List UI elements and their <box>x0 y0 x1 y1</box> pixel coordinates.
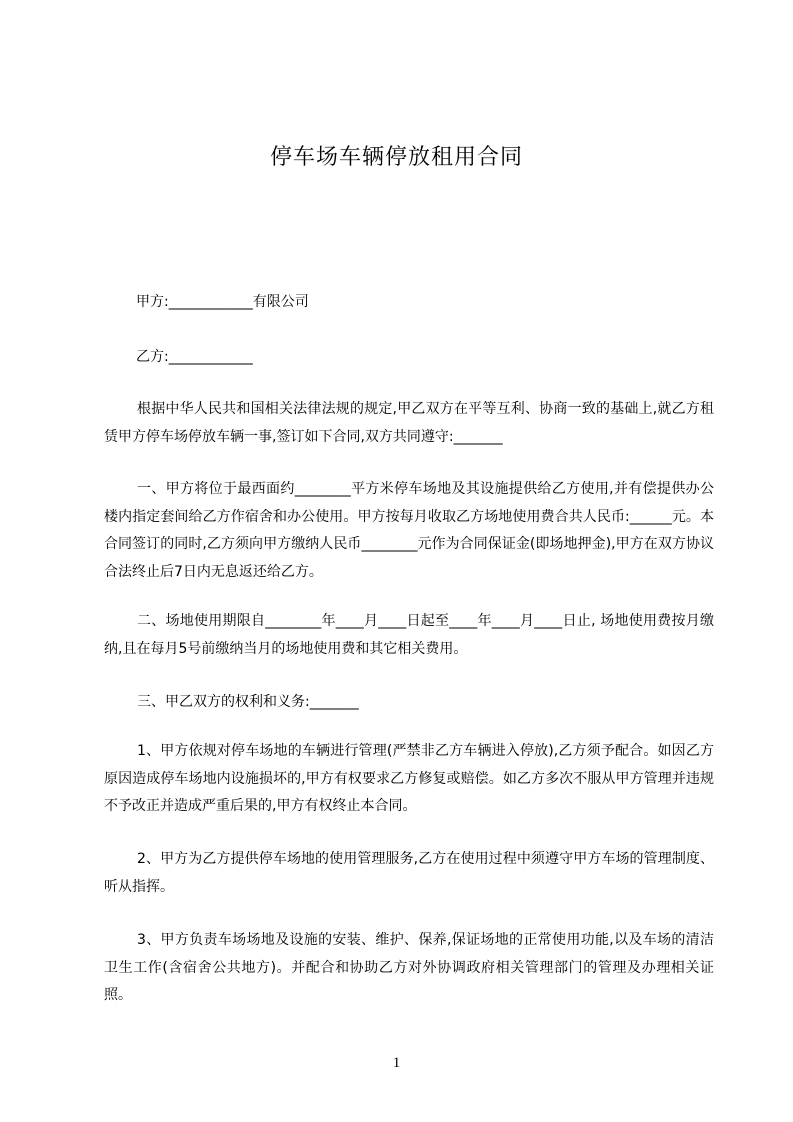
page-number: 1 <box>392 1055 401 1071</box>
clause-3-item-1: 1、甲方依规对停车场地的车辆进行管理(严禁非乙方车辆进入停放),乙方须予配合。如因乙方原因造成停车场地内设施损坏的,甲方有权要求乙方修复或赔偿。如乙方多次不服从甲方管理并违规不予改正并造成严重后果的,甲方有权终止本合同。 <box>104 743 714 814</box>
clause-1-paragraph: 一、甲方将位于最西面约________平方米停车场地及其设施提供给乙方使用,并有偿提供办公楼内指定套间给乙方作宿舍和办公使用。甲方按每月收取乙方场地使用费合共人民币:______元。本合同签订的同时,乙方须向甲方缴纳人民币________元作为合同保证金(即场地押金),甲方在双方协议合法终止后7日内无息返还给乙方。 <box>104 481 714 580</box>
clause-3-item-3: 3、甲方负责车场场地及设施的安装、维护、保养,保证场地的正常使用功能,以及车场的清洁卫生工作(含宿舍公共地方)。并配合和协助乙方对外协调政府相关管理部门的管理及办理相关证照。 <box>104 932 714 1003</box>
preamble-paragraph: 根据中华人民共和国相关法律法规的规定,甲乙双方在平等互利、协商一致的基础上,就乙方租赁甲方停车场停放车辆一事,签订如下合同,双方共同遵守:_______ <box>104 401 714 445</box>
party-a-line: 甲方:____________有限公司 <box>136 294 309 310</box>
party-b-line: 乙方:____________ <box>136 349 253 365</box>
clause-2-paragraph: 二、场地使用期限自________年____月____日起至____年____月____日止, 场地使用费按月缴纳,且在每月5号前缴纳当月的场地使用费和其它相关费用。 <box>104 613 714 657</box>
document-title: 停车场车辆停放租用合同 <box>269 145 523 170</box>
clause-3-heading: 三、甲乙双方的权利和义务:_______ <box>137 694 359 710</box>
clause-3-item-2: 2、甲方为乙方提供停车场地的使用管理服务,乙方在使用过程中须遵守甲方车场的管理制度、听从指挥。 <box>104 851 714 895</box>
